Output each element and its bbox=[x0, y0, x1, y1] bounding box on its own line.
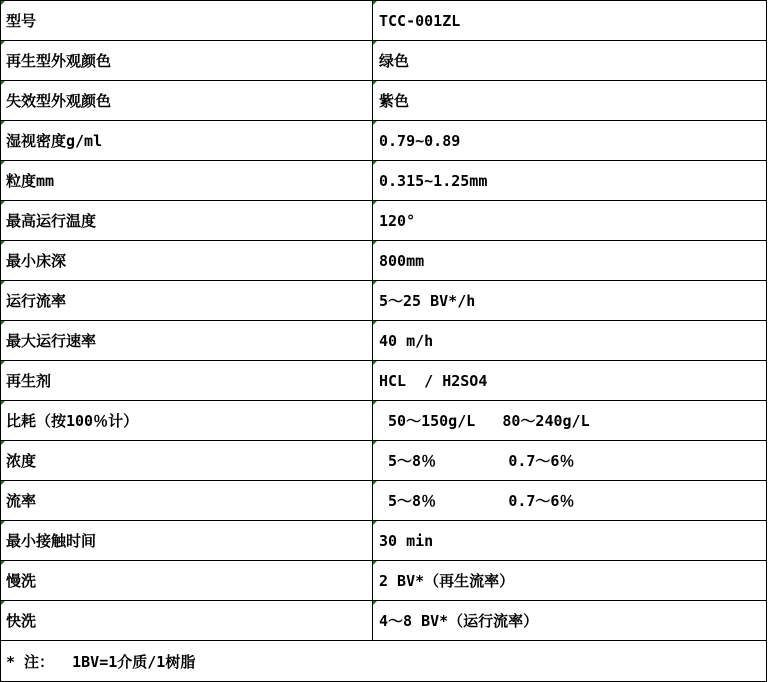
spec-label-cell bbox=[1, 521, 373, 561]
spec-label-cell bbox=[1, 601, 373, 641]
footnote-row bbox=[1, 641, 767, 682]
spec-value: 0.315~1.25mm bbox=[379, 171, 488, 190]
spec-label: 浓度 bbox=[6, 452, 37, 470]
cell-corner-marker bbox=[1, 481, 5, 485]
spec-row bbox=[1, 1, 767, 41]
cell-corner-marker bbox=[1, 441, 5, 445]
spec-label: 比耗（按100％计） bbox=[6, 412, 139, 430]
spec-value: TCC-001ZL bbox=[379, 11, 461, 30]
spec-label-cell bbox=[1, 201, 373, 241]
spec-row bbox=[1, 161, 767, 201]
spec-row bbox=[1, 241, 767, 281]
spec-value: 120° bbox=[379, 211, 416, 230]
spec-label-cell bbox=[1, 401, 373, 441]
spec-value: 5～25 BV*/h bbox=[379, 292, 476, 310]
spec-row bbox=[1, 81, 767, 121]
footnote-cell bbox=[1, 641, 767, 682]
cell-corner-marker bbox=[1, 361, 5, 365]
spec-label-cell bbox=[1, 241, 373, 281]
spec-label: 最小接触时间 bbox=[6, 532, 97, 550]
cell-corner-marker bbox=[373, 201, 377, 205]
spec-value-cell bbox=[373, 201, 767, 241]
spec-value: 0.79~0.89 bbox=[379, 131, 461, 150]
cell-corner-marker bbox=[1, 201, 5, 205]
spec-label: 流率 bbox=[6, 492, 37, 510]
cell-corner-marker bbox=[373, 1, 377, 5]
spec-label-cell bbox=[1, 441, 373, 481]
spec-value-cell bbox=[373, 321, 767, 361]
spec-row bbox=[1, 521, 767, 561]
footnote-text: * 注： 1BV=1介质/1树脂 bbox=[6, 652, 196, 671]
cell-corner-marker bbox=[373, 521, 377, 525]
spec-row bbox=[1, 41, 767, 81]
cell-corner-marker bbox=[1, 601, 5, 605]
spec-value-cell bbox=[373, 41, 767, 81]
spec-table-body bbox=[1, 1, 767, 682]
cell-corner-marker bbox=[1, 521, 5, 525]
spec-value: 50～150g/L 80～240g/L bbox=[379, 412, 590, 430]
cell-corner-marker bbox=[373, 361, 377, 365]
cell-corner-marker bbox=[373, 601, 377, 605]
spec-value-cell bbox=[373, 521, 767, 561]
spec-row bbox=[1, 561, 767, 601]
spec-value: 5～8％ 0.7～6％ bbox=[379, 452, 575, 470]
spec-value-cell bbox=[373, 401, 767, 441]
spec-value-cell bbox=[373, 1, 767, 41]
spec-value: 4～8 BV*（运行流率） bbox=[379, 612, 539, 630]
cell-corner-marker bbox=[373, 121, 377, 125]
spec-label-cell bbox=[1, 481, 373, 521]
cell-corner-marker bbox=[1, 121, 5, 125]
spec-label: 粒度mm bbox=[6, 172, 55, 190]
spec-value: 40 m/h bbox=[379, 331, 434, 350]
spec-value-cell bbox=[373, 441, 767, 481]
spec-label: 最小床深 bbox=[6, 252, 67, 270]
spec-label: 型号 bbox=[6, 12, 37, 30]
spec-row bbox=[1, 441, 767, 481]
spec-row bbox=[1, 401, 767, 441]
cell-corner-marker bbox=[1, 1, 5, 5]
cell-corner-marker bbox=[1, 241, 5, 245]
spec-row bbox=[1, 361, 767, 401]
spec-label: 再生型外观颜色 bbox=[6, 52, 112, 70]
spec-value-cell bbox=[373, 361, 767, 401]
spec-label-cell bbox=[1, 561, 373, 601]
spec-value-cell bbox=[373, 241, 767, 281]
cell-corner-marker bbox=[1, 41, 5, 45]
spec-label-cell bbox=[1, 361, 373, 401]
spec-value-cell bbox=[373, 281, 767, 321]
spec-value: 紫色 bbox=[379, 92, 410, 110]
spec-label-cell bbox=[1, 81, 373, 121]
spec-label: 最大运行速率 bbox=[6, 332, 97, 350]
spec-row bbox=[1, 121, 767, 161]
spec-label-cell bbox=[1, 281, 373, 321]
spec-value: 2 BV*（再生流率） bbox=[379, 572, 515, 590]
spec-value-cell bbox=[373, 481, 767, 521]
spec-value-cell bbox=[373, 601, 767, 641]
cell-corner-marker bbox=[373, 441, 377, 445]
spec-row bbox=[1, 321, 767, 361]
cell-corner-marker bbox=[373, 81, 377, 85]
spec-row bbox=[1, 481, 767, 521]
spec-value-cell bbox=[373, 81, 767, 121]
cell-corner-marker bbox=[373, 321, 377, 325]
cell-corner-marker bbox=[1, 401, 5, 405]
spec-value: HCL / H2SO4 bbox=[379, 371, 488, 390]
spec-label: 慢洗 bbox=[6, 572, 37, 590]
spec-value: 30 min bbox=[379, 531, 434, 550]
cell-corner-marker bbox=[1, 281, 5, 285]
spec-row bbox=[1, 601, 767, 641]
cell-corner-marker bbox=[1, 561, 5, 565]
cell-corner-marker bbox=[373, 481, 377, 485]
spec-value-cell bbox=[373, 121, 767, 161]
spec-row bbox=[1, 201, 767, 241]
spec-value: 绿色 bbox=[379, 52, 410, 70]
spec-value: 5～8％ 0.7～6％ bbox=[379, 492, 575, 510]
cell-corner-marker bbox=[373, 161, 377, 165]
spec-label-cell bbox=[1, 41, 373, 81]
spec-label: 再生剂 bbox=[6, 372, 52, 390]
spec-label: 最高运行温度 bbox=[6, 212, 97, 230]
spec-label-cell bbox=[1, 161, 373, 201]
spec-label-cell bbox=[1, 1, 373, 41]
cell-corner-marker bbox=[1, 81, 5, 85]
spec-label: 运行流率 bbox=[6, 292, 67, 310]
spec-value: 800mm bbox=[379, 251, 425, 270]
cell-corner-marker bbox=[373, 41, 377, 45]
spec-label: 快洗 bbox=[6, 612, 37, 630]
spec-label: 失效型外观颜色 bbox=[6, 92, 112, 110]
cell-corner-marker bbox=[1, 321, 5, 325]
cell-corner-marker bbox=[373, 281, 377, 285]
spec-value-cell bbox=[373, 561, 767, 601]
cell-corner-marker bbox=[1, 161, 5, 165]
cell-corner-marker bbox=[373, 561, 377, 565]
cell-corner-marker bbox=[373, 401, 377, 405]
spec-label-cell bbox=[1, 321, 373, 361]
spec-value-cell bbox=[373, 161, 767, 201]
spec-label-cell bbox=[1, 121, 373, 161]
spec-label: 湿视密度g/ml bbox=[6, 132, 103, 150]
cell-corner-marker bbox=[373, 241, 377, 245]
spec-row bbox=[1, 281, 767, 321]
